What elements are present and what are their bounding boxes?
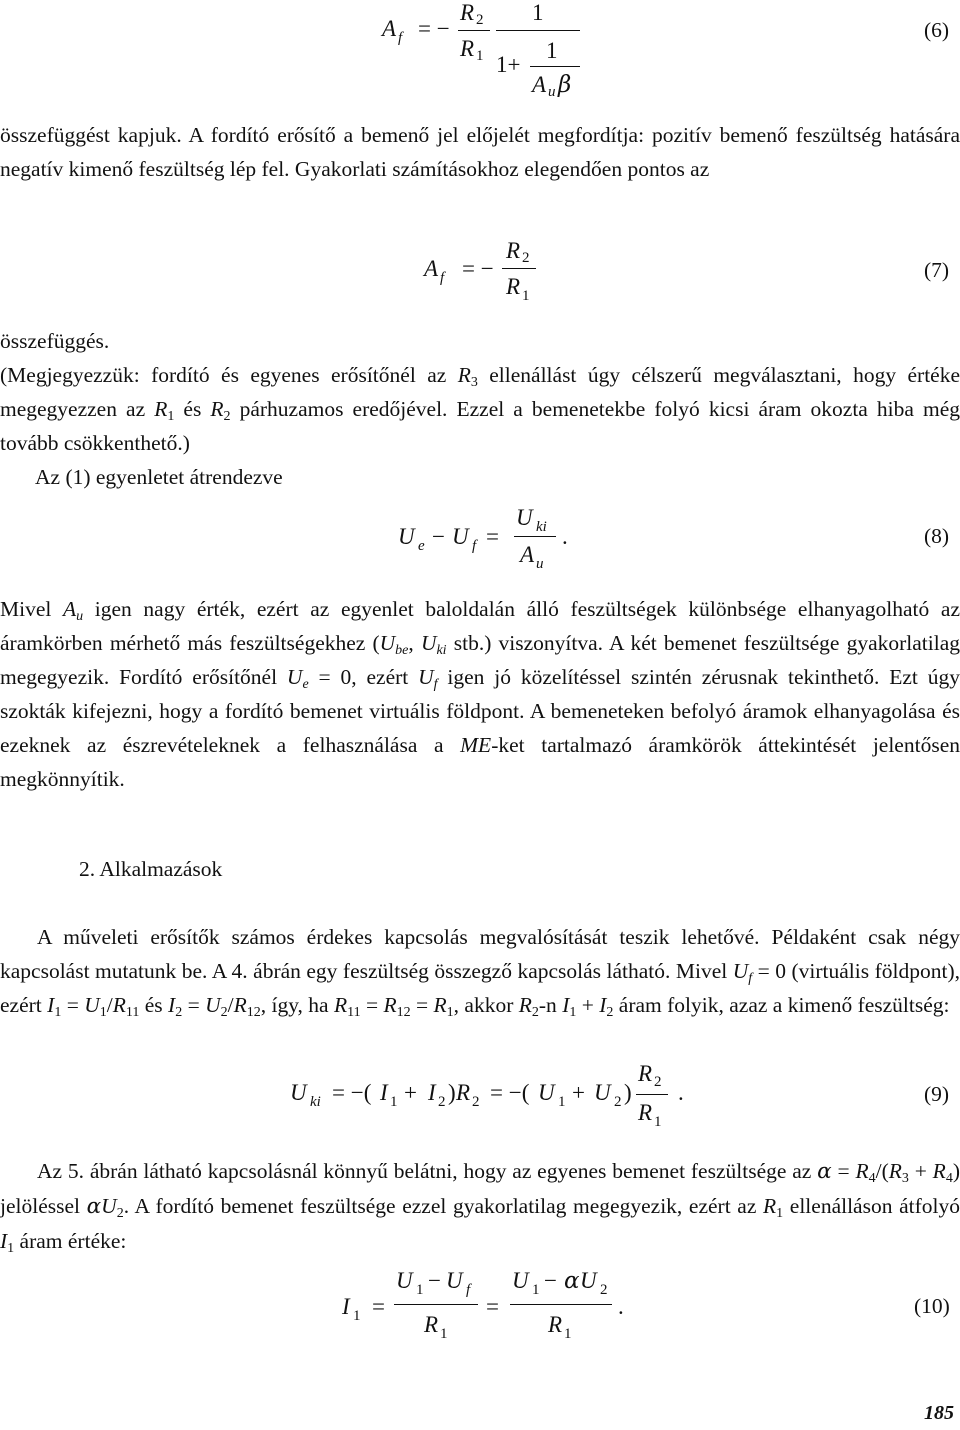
equation-number: (6) (924, 18, 950, 42)
paragraph: összefüggést kapjuk. A fordító erősítő a bemenő jel előjelét megfordítja: pozitív bemenő feszültség hatására negatív kimenő feszültség lép fel. Gyakorlati számításokhoz elegendően pontos az (0, 123, 960, 181)
equation-7: A f = − R 2 R 1 (7) (424, 238, 950, 304)
equation-6: A f = − R 2 R 1 1 1+ 1 A u β (6) (382, 0, 950, 100)
equation-number: (8) (924, 524, 950, 548)
paragraph: összefüggés. (0, 329, 110, 353)
paragraph: Az 5. ábrán látható kapcsolásnál könnyű belátni, hogy az egyenes bemenet feszültsége az $\alpha = R_4/(R_3 + R_4)$ jelöléssel $\alpha U_2$. A fordító bemenet feszültsége ezzel gyakorlatilag megegyezik, ezért az $R_1$ ellenálláson átfolyó $I_1$ áram értéke: (0, 1159, 960, 1256)
page-number: 185 (924, 1402, 954, 1424)
note-paragraph: (Megjegyezzük: fordító és egyenes erősítőnél az $R_3$ ellenállást úgy célszerű megválasztani, hogy értéke megegyezzen az $R_1$ és $R_2$ párhuzamos eredőjével. Ezzel a bemenetekbe folyó kicsi áram okozta hiba még tovább csökkenthető.) (0, 363, 960, 455)
paragraph: A műveleti erősítők számos érdekes kapcsolás megvalósítását teszik lehetővé. Példaként csak négy kapcsolást mutatunk be. A 4. ábrán egy feszültség összegző kapcsolás látható. Mivel $U_f = 0$ (virtuális földpont), ezért $I_1 = U_1/R_{11}$ és $I_2 = U_2/R_{12}$, így, ha $R_{11} = R_{12} = R_1$, akkor $R_2-n$ $I_1 + I_2$ áram folyik, azaz a kimenő feszültség: (0, 925, 960, 1020)
equation-10: I 1 = U 1 − U f R 1 = U 1 − α U 2 R 1 . (10) (342, 1268, 950, 1342)
paragraph: Mivel $A_u$ igen nagy érték, ezért az egyenlet baloldalán álló feszültségek különbsége elhanyagolható az áramkörben mérhető más feszültségekhez ($U_{be}$, $U_{ki}$ stb.) viszonyítva. A két bemenet feszültsége gyakorlatilag megegyezik. Fordító erősítőnél $U_e = 0$, ezért $U_f$ igen jó közelítéssel szintén zérusnak tekinthető. Ezt úgy szokták kifejezni, hogy a fordító bemenet virtuális földpont. A bemeneteken befolyó áramok elhanyagolása és ezeknek az észrevételeknek a felhasználása a ME-ket tartalmazó áramkörök áttekintését jelentősen megkönnyítik. (0, 597, 960, 791)
equation-number: (10) (914, 1294, 950, 1318)
equation-number: (7) (924, 258, 950, 282)
equation-number: (9) (924, 1082, 950, 1106)
section-heading: 2. Alkalmazások (79, 857, 223, 881)
equation-8: U e − U f = U ki A u . (8) (398, 505, 950, 572)
equation-9: U ki = −( I 1 + I 2 ) R 2 = −( U 1 + U 2 ) R 2 R 1 . (9) (290, 1061, 950, 1130)
paragraph: Az (1) egyenletet átrendezve (35, 465, 283, 489)
